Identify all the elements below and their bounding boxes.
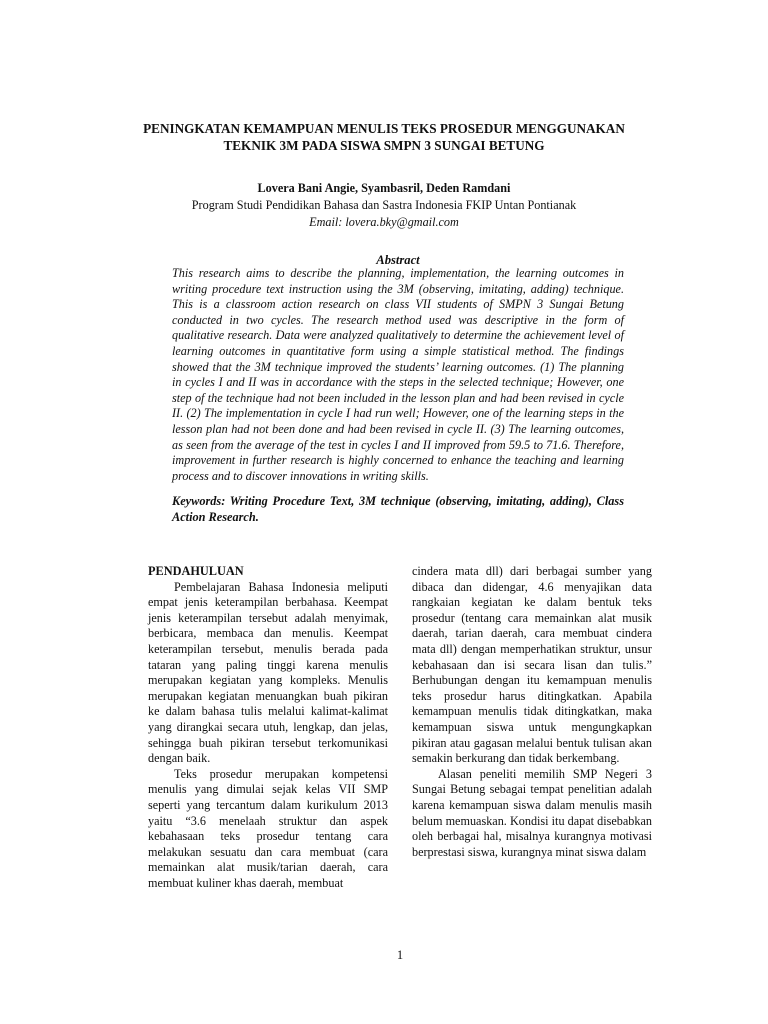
page-number: 1 <box>396 948 404 962</box>
body-paragraph: Pembelajaran Bahasa Indonesia meliputi empat jenis keterampilan berbahasa. Keempat jenis keterampilan tersebut adalah menyimak, berbicara, membaca dan menulis. Keempat keterampilan tersebut, menulis berada pada tataran yang paling tinggi karena menulis merupakan kegiatan yang kompleks. Menulis merupakan kegiatan menuangkan buah pikiran ke dalam bahasa tulis melalui kalimat-kalimat yang dirangkai secara utuh, lengkap, dan jelas, sehingga buah pikiran tersebut terkomunikasi dengan baik. <box>148 579 388 766</box>
left-column <box>148 564 388 891</box>
author-names: Lovera Bani Angie, Syambasril, Deden Ramdani <box>257 181 511 195</box>
paper-title <box>120 120 648 154</box>
body-paragraph: cindera mata dll) dari berbagai sumber yang dibaca dan didengar, 4.6 menyajikan data rangkaian kegiatan ke dalam bentuk teks prosedur (tentang cara memainkan alat musik daerah, tarian daerah, cara membuat cindera mata dll) dengan memperhatikan struktur, unsur kebahasaan dan isi secara lisan dan tulis.” Berhubungan dengan itu kemampuan menulis teks prosedur harus ditingkatkan. Apabila kemampuan menulis tidak ditingkatkan, maka kemampuan siswa untuk mengungkapkan pikiran atau gagasan melalui bentuk tulisan akan semakin berkurang dan tidak berkembang. <box>412 564 652 766</box>
body-paragraph: Alasan peneliti memilih SMP Negeri 3 Sungai Betung sebagai tempat penelitian adalah karena kemampuan siswa dalam menulis masih belum memuaskan. Kondisi itu dapat disebabkan oleh berbagai hal, misalnya kurangnya motivasi berprestasi siswa, kurangnya minat siswa dalam <box>412 766 652 859</box>
title-line-1: PENINGKATAN KEMAMPUAN MENULIS TEKS PROSEDUR MENGGUNAKAN <box>143 121 625 136</box>
section-heading: PENDAHULUAN <box>148 564 244 578</box>
right-column <box>412 564 652 860</box>
body-paragraph: Teks prosedur merupakan kompetensi menulis yang dimulai sejak kelas VII SMP seperti yang tercantum dalam kurikulum 2013 yaitu “3.6 menelaah struktur dan aspek kebahasaan teks prosedur tentang cara melakukan sesuatu dan cara membuat (cara memainkan alat musik/tarian daerah, cara membuat kuliner khas daerah, membuat <box>148 766 388 890</box>
title-line-2: TEKNIK 3M PADA SISWA SMPN 3 SUNGAI BETUNG <box>223 138 545 153</box>
author-email: Email: lovera.bky@gmail.com <box>309 215 459 229</box>
affiliation: Program Studi Pendidikan Bahasa dan Sastra Indonesia FKIP Untan Pontianak <box>191 198 577 212</box>
keywords: Keywords: Writing Procedure Text, 3M technique (observing, imitating, adding), Class Action Research. <box>172 494 624 524</box>
author-block <box>140 180 628 231</box>
abstract-text: This research aims to describe the planning, implementation, the learning outcomes in writing procedure text instruction using the 3M (observing, imitating, adding) technique. This is a classroom action research on class VII students of SMPN 3 Sungai Betung conducted in two cycles. The research method used was descriptive in the form of qualitative research. Data were analyzed qualitatively to determine the achievement level of learning outcomes in quantitative form using a simple statistical method. The findings showed that the 3M technique improved the students’ learning outcomes. (1) The planning in cycles I and II was in accordance with the steps in the selected technique; However, one step of the technique had not been included in the lesson plan and had been revised in cycle II. (2) The implementation in cycle I had run well; However, one of the learning steps in the lesson plan had not been done and had been revised in cycle II. (3) The learning outcomes, as seen from the average of the test in cycles I and II improved from 59.5 to 71.6. Therefore, improvement in further research is highly concerned to enhance the teaching and learning process and to discover innovations in writing skills. <box>172 266 624 483</box>
abstract-heading: Abstract <box>376 253 420 267</box>
